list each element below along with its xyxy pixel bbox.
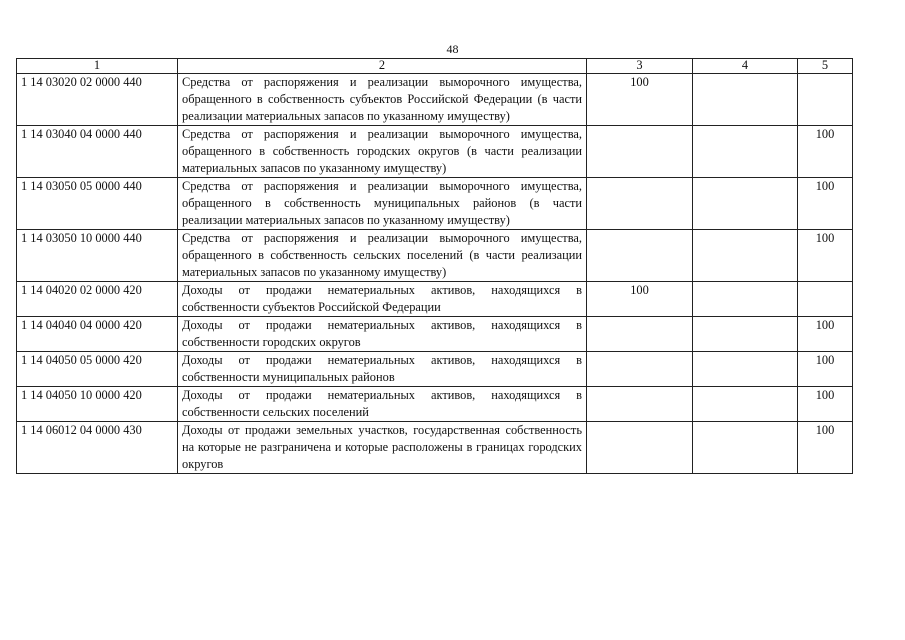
- col4-value: [693, 422, 798, 474]
- header-row: [17, 59, 853, 74]
- table-row: [17, 282, 853, 317]
- table-row: [17, 317, 853, 352]
- table-row: [17, 422, 853, 474]
- budget-code: 1 14 03040 04 0000 440: [17, 126, 178, 178]
- col4-value: [693, 317, 798, 352]
- col4-value: [693, 126, 798, 178]
- col4-value: [693, 74, 798, 126]
- revenue-table: [16, 58, 853, 474]
- col3-value: [587, 230, 693, 282]
- col5-value: [798, 74, 853, 126]
- col4-value: [693, 387, 798, 422]
- col3-value: [587, 178, 693, 230]
- table-row: [17, 352, 853, 387]
- row-description: Средства от распоряжения и реализации выморочного имущества, обращенного в собственность городских округов (в части реализации материальных запасов по указанному имуществу): [178, 126, 587, 178]
- budget-code: 1 14 04040 04 0000 420: [17, 317, 178, 352]
- budget-code: 1 14 04050 10 0000 420: [17, 387, 178, 422]
- col3-value: 100: [587, 282, 693, 317]
- budget-code: 1 14 03020 02 0000 440: [17, 74, 178, 126]
- col5-value: 100: [798, 352, 853, 387]
- page-number: 48: [446, 42, 459, 56]
- budget-code: 1 14 06012 04 0000 430: [17, 422, 178, 474]
- budget-code: 1 14 03050 05 0000 440: [17, 178, 178, 230]
- row-description: Доходы от продажи нематериальных активов, находящихся в собственности сельских поселений: [178, 387, 587, 422]
- col3-value: [587, 387, 693, 422]
- col3-value: 100: [587, 74, 693, 126]
- row-description: Средства от распоряжения и реализации выморочного имущества, обращенного в собственность сельских поселений (в части реализации материальных запасов по указанному имуществу): [178, 230, 587, 282]
- col5-value: 100: [798, 178, 853, 230]
- col4-value: [693, 282, 798, 317]
- col4-value: [693, 230, 798, 282]
- header-cell: 5: [798, 59, 853, 74]
- col5-value: 100: [798, 317, 853, 352]
- header-cell: 4: [693, 59, 798, 74]
- col5-value: [798, 282, 853, 317]
- table-row: [17, 74, 853, 126]
- col3-value: [587, 126, 693, 178]
- table-row: [17, 230, 853, 282]
- col4-value: [693, 352, 798, 387]
- row-description: Доходы от продажи земельных участков, государственная собственность на которые не разграничена и которые расположены в границах городских округов: [178, 422, 587, 474]
- row-description: Доходы от продажи нематериальных активов, находящихся в собственности городских округов: [178, 317, 587, 352]
- col5-value: 100: [798, 387, 853, 422]
- col3-value: [587, 317, 693, 352]
- budget-code: 1 14 04020 02 0000 420: [17, 282, 178, 317]
- row-description: Доходы от продажи нематериальных активов, находящихся в собственности субъектов Российской Федерации: [178, 282, 587, 317]
- col4-value: [693, 178, 798, 230]
- row-description: Доходы от продажи нематериальных активов, находящихся в собственности муниципальных районов: [178, 352, 587, 387]
- col5-value: 100: [798, 422, 853, 474]
- col3-value: [587, 422, 693, 474]
- col3-value: [587, 352, 693, 387]
- col5-value: 100: [798, 126, 853, 178]
- header-cell: 1: [17, 59, 178, 74]
- row-description: Средства от распоряжения и реализации выморочного имущества, обращенного в собственность муниципальных районов (в части реализации материальных запасов по указанному имуществу): [178, 178, 587, 230]
- budget-code: 1 14 03050 10 0000 440: [17, 230, 178, 282]
- header-cell: 2: [178, 59, 587, 74]
- header-cell: 3: [587, 59, 693, 74]
- budget-code: 1 14 04050 05 0000 420: [17, 352, 178, 387]
- col5-value: 100: [798, 230, 853, 282]
- table-row: [17, 126, 853, 178]
- table-row: [17, 387, 853, 422]
- row-description: Средства от распоряжения и реализации выморочного имущества, обращенного в собственность субъектов Российской Федерации (в части реализации материальных запасов по указанному имуществу): [178, 74, 587, 126]
- table-row: [17, 178, 853, 230]
